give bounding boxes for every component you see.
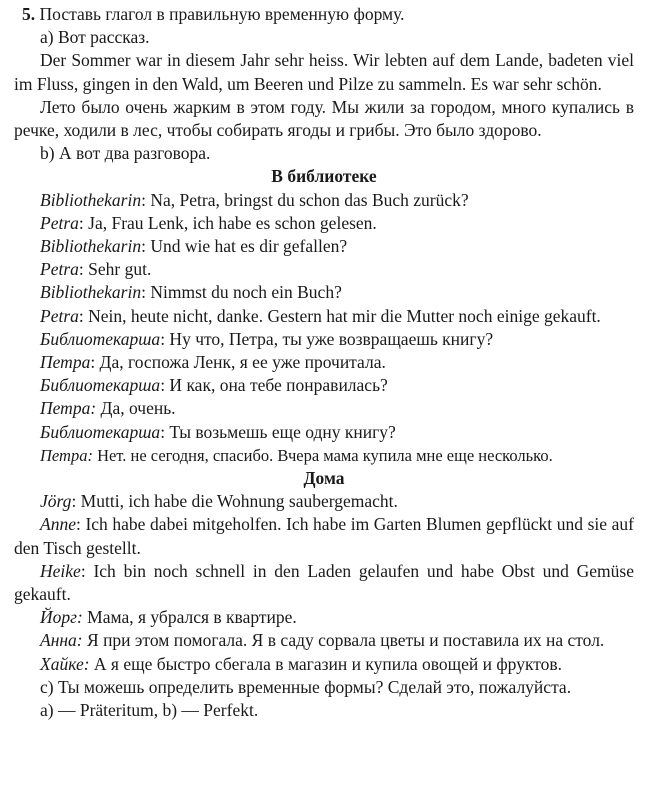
- dialogue-line: [14, 374, 634, 397]
- speaker-text: Мама, я убрался в квартире.: [82, 607, 297, 628]
- exercise-number: 5.: [22, 4, 36, 24]
- dialogue-line: [14, 189, 634, 212]
- speaker-text: : И как, она тебе понравилась?: [160, 375, 388, 396]
- speaker-name: Петра:: [40, 398, 97, 419]
- speaker-name: Петра: [40, 352, 91, 373]
- speaker-name: Петра:: [40, 445, 93, 465]
- speaker-text: : Mutti, ich habe die Wohnung saubergemacht.: [71, 491, 398, 512]
- speaker-text: : Ich habe dabei mitgeholfen. Ich habe im Garten Blumen gepflückt und sie auf den Tisch gestellt.: [14, 514, 634, 558]
- speaker-text: Да, очень.: [96, 398, 176, 419]
- dialogue-line: [14, 606, 634, 629]
- part-a-label: a) Вот рассказ.: [40, 27, 150, 48]
- dialogue-line: [14, 397, 634, 420]
- speaker-name: Petra: [40, 259, 79, 280]
- speaker-name: Библиотекарша: [40, 375, 161, 396]
- speaker-text: : Sehr gut.: [78, 259, 152, 280]
- part-c-answer: a) — Präteritum, b) — Perfekt.: [40, 700, 259, 721]
- speaker-name: Библиотекарша: [40, 328, 161, 349]
- exercise-instruction: Поставь глагол в правильную временную форму.: [39, 4, 405, 24]
- speaker-name: Bibliothekarin: [40, 189, 142, 210]
- dialogue-line: [14, 490, 634, 513]
- german-story: Der Sommer war in diesem Jahr sehr heiss. Wir lebten auf dem Lande, badeten viel im Fluss, gingen in den Wald, um Beeren und Pilze zu sammeln. Es war sehr schön.: [14, 50, 634, 94]
- dialogue-line: [14, 328, 634, 351]
- speaker-text: : Nein, heute nicht, danke. Gestern hat mir die Mutter noch einige gekauft.: [78, 305, 601, 326]
- speaker-name: Библиотекарша: [40, 421, 161, 442]
- speaker-name: Bibliothekarin: [40, 236, 142, 257]
- speaker-text: : Ich bin noch schnell in den Laden gelaufen und habe Obst und Gemüse gekauft.: [14, 560, 634, 605]
- speaker-name: Хайке:: [40, 653, 90, 674]
- speaker-name: Petra: [40, 305, 79, 326]
- speaker-text: : Nimmst du noch ein Buch?: [141, 282, 342, 303]
- speaker-text: А я еще быстро сбегала в магазин и купила овощей и фруктов.: [89, 653, 563, 674]
- speaker-name: Heike: [40, 560, 81, 581]
- part-b-label: b) А вот два разговора.: [40, 143, 211, 164]
- speaker-text: : Und wie hat es dir gefallen?: [141, 236, 348, 257]
- speaker-text: : Да, госпожа Ленк, я ее уже прочитала.: [90, 352, 386, 373]
- speaker-name: Anne: [40, 514, 76, 535]
- speaker-text: : Ну что, Петра, ты уже возвращаешь книгу?: [160, 328, 494, 349]
- dialogue-line: [14, 444, 634, 467]
- dialogue-line: [14, 305, 634, 328]
- speaker-text: Я при этом помогала. Я в саду сорвала цветы и поставила их на стол.: [82, 630, 605, 651]
- exercise-title: [14, 3, 634, 26]
- part-c-question: c) Ты можешь определить временные формы? Сделай это, пожалуйста.: [40, 676, 572, 697]
- dialogue-line: [14, 421, 634, 444]
- speaker-text: : Ja, Frau Lenk, ich habe es schon gelesen.: [78, 212, 377, 233]
- dialogue-line: [14, 351, 634, 374]
- speaker-name: Bibliothekarin: [40, 282, 142, 303]
- dialogue-line: [14, 653, 634, 676]
- speaker-name: Jörg: [40, 491, 72, 512]
- dialogue-line: [14, 235, 634, 258]
- speaker-text: : Na, Petra, bringst du schon das Buch zurück?: [141, 189, 469, 210]
- speaker-text: : Ты возьмешь еще одну книгу?: [160, 421, 396, 442]
- speaker-text: Нет. не сегодня, спасибо. Вчера мама купила мне еще несколько.: [92, 445, 553, 465]
- home-heading: Дома: [303, 468, 345, 489]
- dialogue-line: [14, 281, 634, 304]
- dialogue-line: [14, 560, 634, 606]
- russian-story: Лето было очень жарким в этом году. Мы жили за городом, много купались в речке, ходили в лес, чтобы собирать ягоды и грибы. Это было здорово.: [14, 96, 634, 141]
- speaker-name: Petra: [40, 212, 79, 233]
- dialogue-line: [14, 258, 634, 281]
- speaker-name: Анна:: [40, 630, 83, 651]
- dialogue-line: [14, 212, 634, 235]
- speaker-name: Йорг:: [40, 607, 83, 628]
- library-heading: В библиотеке: [271, 166, 377, 187]
- dialogue-line: [14, 629, 634, 652]
- dialogue-line: [14, 513, 634, 559]
